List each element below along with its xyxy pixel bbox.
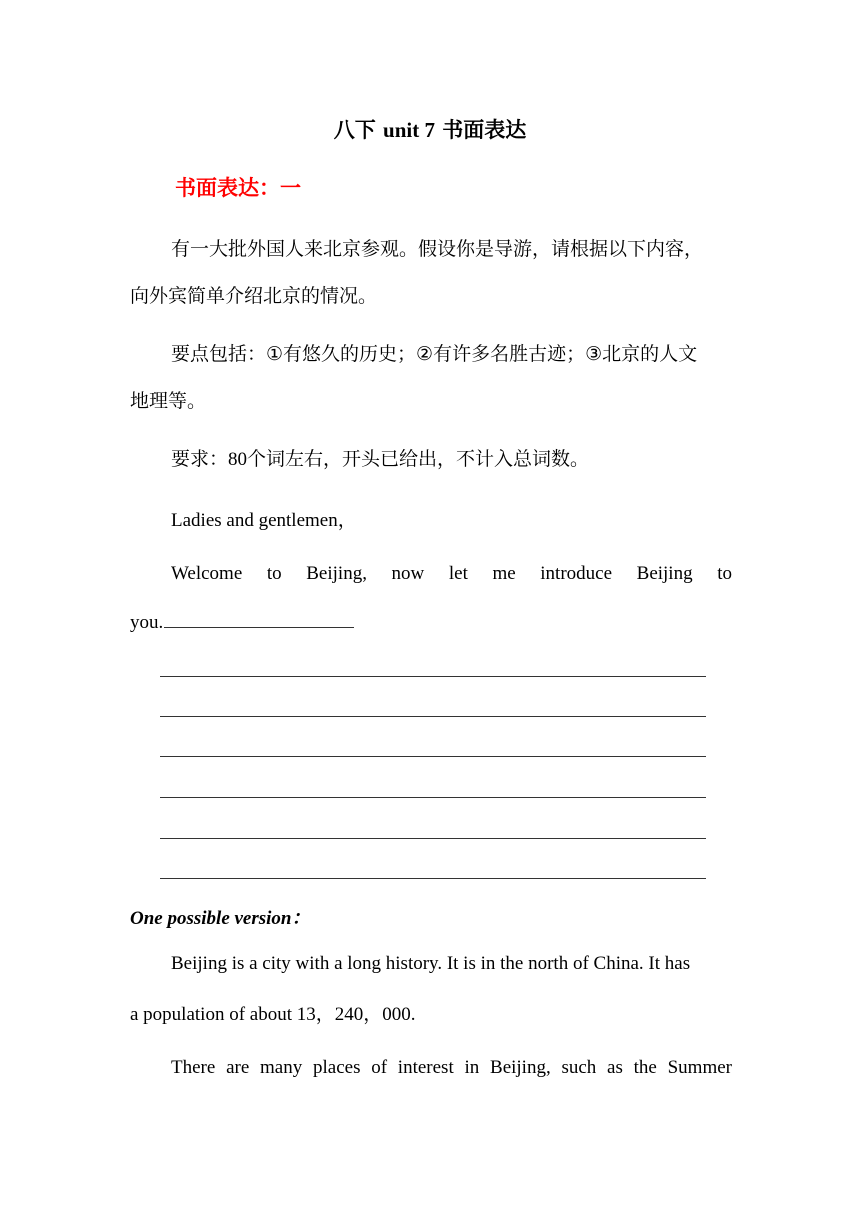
answer-word: many (260, 1057, 303, 1078)
welcome-word: now (391, 563, 425, 584)
title-unit: unit 7 (383, 118, 435, 142)
answer-blank-line[interactable] (160, 878, 706, 879)
prompt-line-1: 有一大批外国人来北京参观。假设你是导游，请根据以下内容， (171, 238, 704, 260)
answer-word: are (226, 1057, 250, 1078)
requirement-prefix: 要求： (171, 448, 229, 470)
answer-blank-inline[interactable] (164, 609, 354, 628)
welcome-word: to (717, 563, 732, 584)
answer-word: as (607, 1057, 623, 1078)
answer-paragraph-2-line-1 (171, 1057, 732, 1079)
requirement-suffix: 个词左右，开头已给出，不计入总词数。 (247, 448, 590, 470)
answer-label: One possible version： (130, 908, 311, 929)
requirement-line (171, 444, 732, 471)
section-heading: 书面表达：一 (175, 176, 301, 200)
answer-word: places (312, 1057, 361, 1078)
answer-word: There (171, 1057, 216, 1078)
welcome-line (171, 563, 732, 585)
welcome-word: Welcome (171, 563, 243, 584)
requirement-number: 80 (228, 449, 248, 470)
welcome-end-text: you. (130, 612, 164, 633)
answer-word: Beijing, (490, 1057, 551, 1078)
welcome-line-end (130, 609, 732, 634)
answer-word: Summer (667, 1057, 732, 1078)
answer-blank-line[interactable] (160, 838, 706, 839)
points-line-2: 地理等。 (130, 390, 207, 412)
answer-word: in (464, 1057, 480, 1078)
welcome-word: Beijing (636, 563, 693, 584)
title-prefix: 八下 (333, 118, 376, 142)
title-suffix: 书面表达 (442, 118, 527, 142)
answer-paragraph-1-line-2: a population of about 13，240，000. (130, 1004, 416, 1025)
welcome-word: me (492, 563, 516, 584)
answer-word: of (371, 1057, 388, 1078)
answer-paragraph-1-line-1: Beijing is a city with a long history. It is in the north of China. It has (171, 953, 691, 974)
page-title (0, 114, 860, 144)
welcome-word: Beijing, (306, 563, 367, 584)
points-line-1: 要点包括：①有悠久的历史；②有许多名胜古迹；③北京的人文 (171, 343, 698, 365)
answer-blank-line[interactable] (160, 676, 706, 677)
answer-word: interest (397, 1057, 454, 1078)
answer-word: the (633, 1057, 657, 1078)
greeting-line: Ladies and gentlemen， (171, 510, 357, 531)
prompt-line-2: 向外宾简单介绍北京的情况。 (130, 285, 378, 307)
welcome-word: to (266, 563, 282, 584)
answer-blank-line[interactable] (160, 716, 706, 717)
welcome-word: let (448, 563, 468, 584)
answer-blank-line[interactable] (160, 756, 706, 757)
answer-word: such (561, 1057, 597, 1078)
welcome-word: introduce (540, 563, 613, 584)
answer-blank-line[interactable] (160, 797, 706, 798)
